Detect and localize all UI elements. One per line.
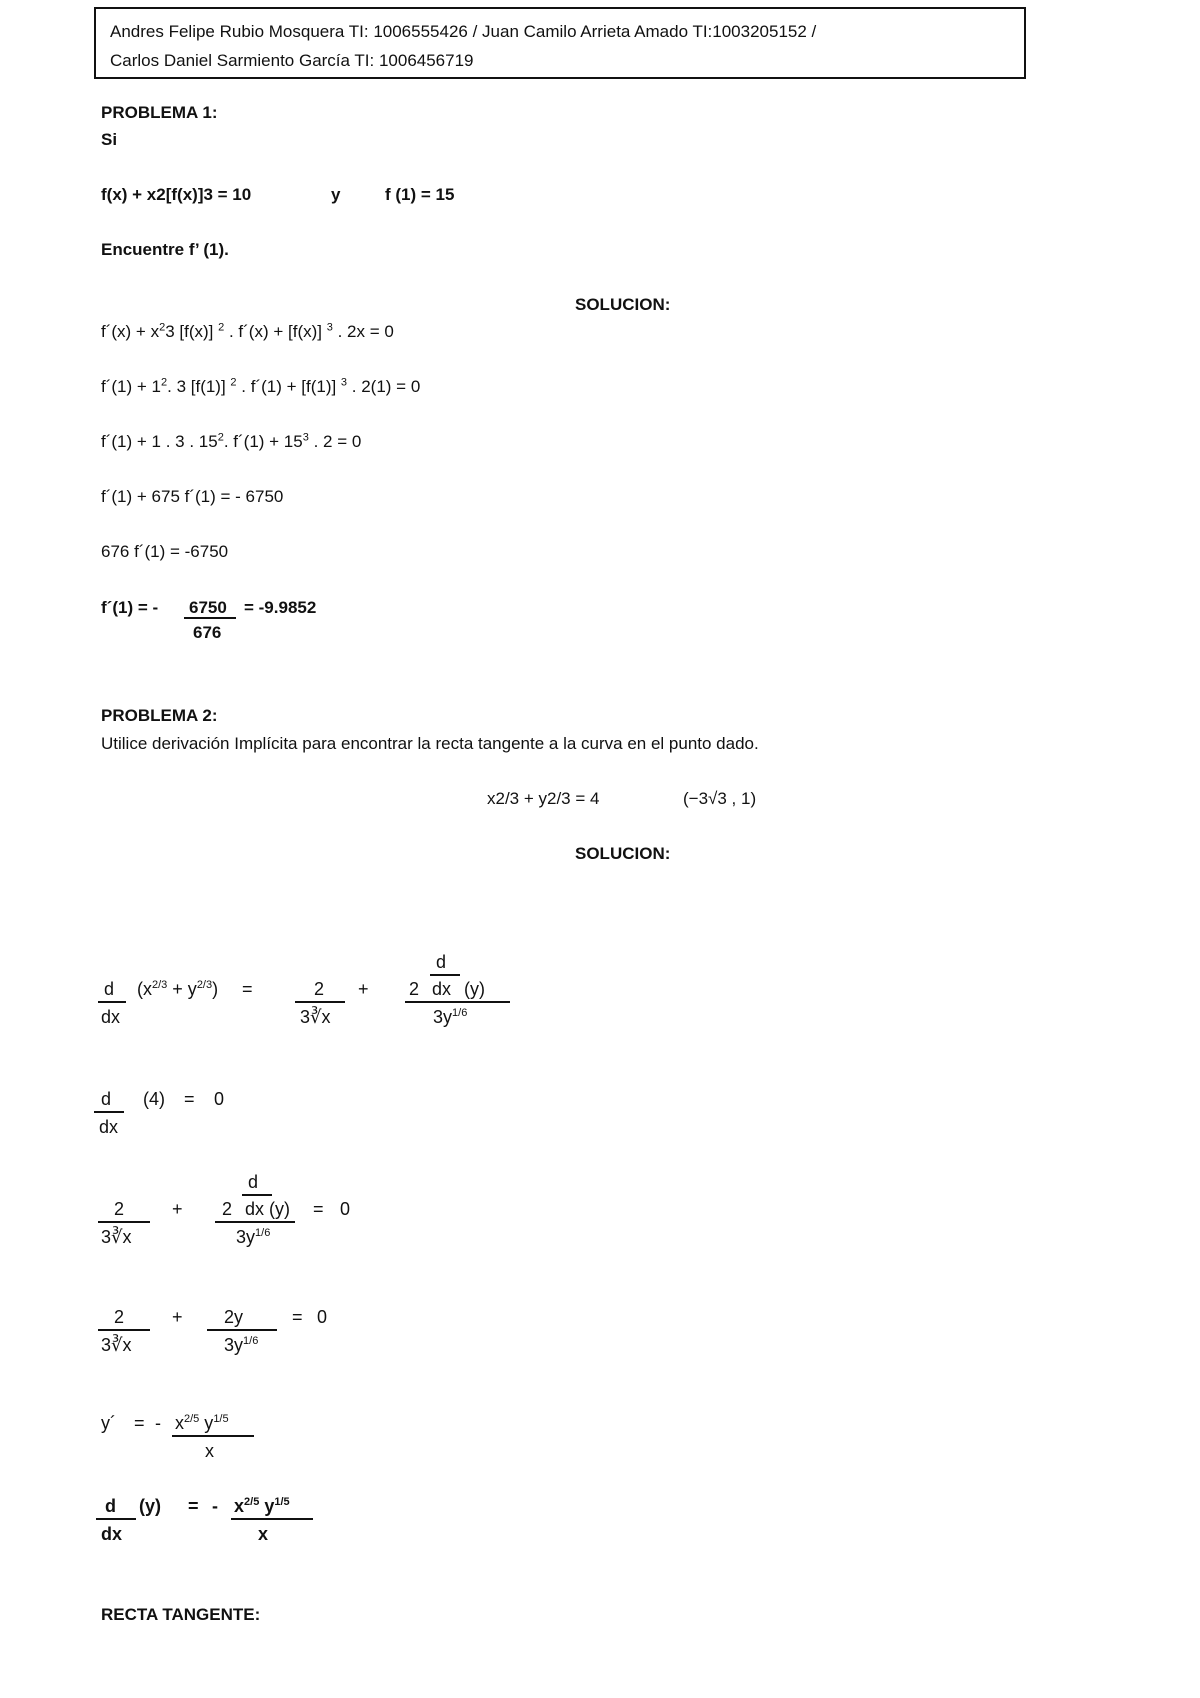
problem1-title: PROBLEMA 1: [101,103,218,122]
fraction-bar [405,1001,510,1003]
eq1-d: d [104,979,115,999]
eq5-equals: = [134,1413,145,1433]
fraction-bar [96,1518,136,1520]
eq4-equals: = [292,1307,303,1327]
problem1-condition: f (1) = 15 [385,185,455,204]
eq4-den1: 3∛x [101,1335,132,1355]
eq4-den2: $3y^{1/6}$ [224,1335,259,1355]
eq4-rhs: 0 [317,1307,328,1327]
problem1-step-3: f´(1) + 1 . 3 . $15^2$. f´(1) + $15^3$ . 2 = 0 [101,431,362,451]
fraction-bar [430,974,460,976]
fraction-bar [94,1111,124,1113]
eq5-denominator: x [205,1441,214,1461]
fraction-bar [215,1221,295,1223]
eq2-equals: = [184,1089,195,1109]
problem2-equation: x2/3 + y2/3 = 4 [487,789,600,808]
fraction-bar [98,1329,150,1331]
eq3-num2-dx: dx (y) [245,1199,290,1219]
eq3-num2-2: 2 [222,1199,233,1219]
eq6-dx: dx [101,1524,123,1544]
problem2-title: PROBLEMA 2: [101,706,218,725]
problem1-question: Encuentre f’ (1). [101,240,229,259]
fraction-bar [207,1329,277,1331]
problem1-step-4: f´(1) + 675 f´(1) = - 6750 [101,487,284,506]
problem1-equation-y: y [331,185,341,204]
eq1-den2: $3y^{1/6}$ [433,1007,468,1027]
eq6-minus: - [212,1496,218,1516]
fraction-bar [98,1221,150,1223]
fraction-bar [295,1001,345,1003]
eq1-num2-2: 2 [409,979,420,999]
problem1-solution-label: SOLUCION: [575,295,671,314]
eq2-dx: dx [99,1117,119,1137]
tangent-line-heading: RECTA TANGENTE: [101,1605,261,1624]
eq6-denominator: x [258,1524,269,1544]
problem1-result-value: = -9.9852 [244,598,317,617]
eq4-num1: 2 [114,1307,125,1327]
eq1-plus: + [358,979,369,999]
problem1-equation: f(x) + x2[f(x)]3 = 10 [101,185,252,204]
eq3-num2-d: d [248,1172,259,1192]
problem1-step-5: 676 f´(1) = -6750 [101,542,229,561]
fraction-bar [242,1194,272,1196]
fraction-bar [231,1518,313,1520]
eq6-numerator: $x^{2/5}$ $y^{1/5}$ [234,1496,290,1516]
eq6-d: d [105,1496,116,1516]
problem1-step-1: f´(x) + $x^23$ [f(x)] $^2$ . f´(x) + [f(x)] $^3$ . 2x = 0 [101,321,394,341]
fraction-bar [184,617,236,619]
eq6-lhs: (y) [139,1496,161,1516]
eq1-equals: = [242,979,253,999]
eq2-expression: (4) [143,1089,165,1109]
authors-line-2: Carlos Daniel Sarmiento García TI: 1006456719 [110,51,474,70]
eq5-numerator: $x^{2/5}$ $y^{1/5}$ [175,1413,229,1433]
eq1-num1: 2 [314,979,325,999]
eq1-dx: dx [101,1007,121,1027]
eq4-plus: + [172,1307,183,1327]
eq2-d: d [101,1089,112,1109]
problem1-si: Si [101,130,118,149]
problem2-solution-label: SOLUCION: [575,844,671,863]
problem1-result-denominator: 676 [193,623,222,642]
problem1-result-lhs: f´(1) = - [101,598,159,617]
authors-box [94,7,1026,79]
eq1-expression: $(x^{2/3} + y^{2/3})$ [137,979,219,999]
eq6-equals: = [188,1496,199,1516]
eq3-den2: $3y^{1/6}$ [236,1227,271,1247]
problem2-point: (−3√3 , 1) [683,789,757,808]
fraction-bar [172,1435,254,1437]
eq2-rhs: 0 [214,1089,225,1109]
problem1-step-2: f´(1) + $1^2$. 3 [f(1)] $^2$ . f´(1) + [f(1)] $^3$ . 2(1) = 0 [101,376,421,396]
eq1-den1: 3∛x [300,1007,331,1027]
eq1-num2-d: d [436,952,447,972]
eq3-num1: 2 [114,1199,125,1219]
eq3-rhs: 0 [340,1199,351,1219]
eq3-den1: 3∛x [101,1227,132,1247]
eq4-num2: 2y [224,1307,244,1327]
eq5-lhs: y´ [101,1413,116,1433]
authors-line-1: Andres Felipe Rubio Mosquera TI: 1006555426 / Juan Camilo Arrieta Amado TI:1003205152 / [110,22,817,41]
problem1-result-numerator: 6750 [189,598,227,617]
eq1-num2-y: (y) [464,979,485,999]
eq3-plus: + [172,1199,183,1219]
eq5-minus: - [155,1413,161,1433]
problem2-statement: Utilice derivación Implícita para encontrar la recta tangente a la curva en el punto dado. [101,734,759,753]
eq3-equals: = [313,1199,324,1219]
eq1-num2-dx: dx [432,979,452,999]
fraction-bar [98,1001,126,1003]
